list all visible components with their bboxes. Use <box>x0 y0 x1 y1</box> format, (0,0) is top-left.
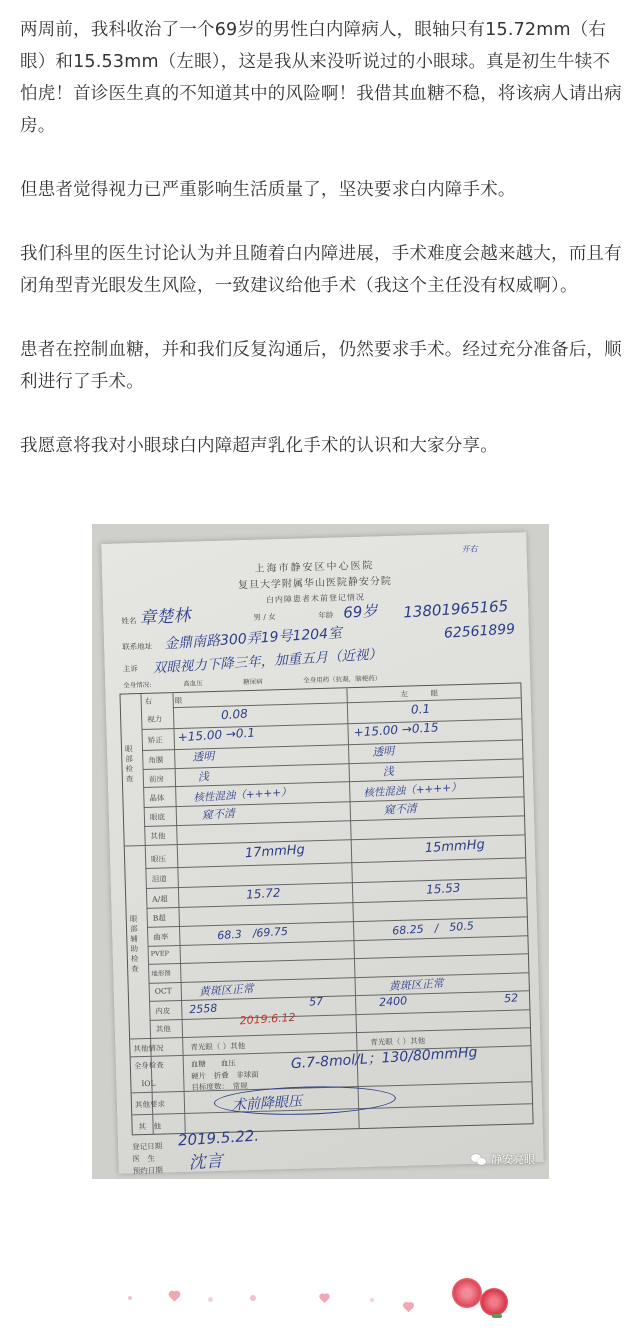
form-title: 白内障患者术前登记情况 <box>265 592 366 605</box>
hw-age: 69岁 <box>342 601 378 622</box>
row-label-systemic-exam: 全身检查 <box>133 1060 164 1071</box>
diabetes-label: 糖尿病 <box>243 677 263 687</box>
hospital-name: 上海市静安区中心医院 <box>254 560 375 575</box>
hw-reg-date: 2019.5.22. <box>177 1126 260 1150</box>
watermark-text: 静安亮眼 <box>491 1153 535 1166</box>
hw-date-red: 2019.6.12 <box>239 1010 296 1028</box>
hw-endo-right: 2558 <box>188 1001 218 1017</box>
paragraph: 但患者觉得视力已严重影响生活质量了，坚决要求白内障手术。 <box>20 180 516 200</box>
address-label: 联系地址 <box>122 641 153 652</box>
paragraph-spacer <box>20 142 626 174</box>
hw-anterior-right: 浅 <box>197 769 210 784</box>
hw-phone: 13801965165 <box>402 596 509 622</box>
row-label-vision: 视力 <box>147 714 163 724</box>
paragraph: 我们科里的医生讨论认为并且随着白内障进展，手术难度会越来越大，而且有闭角型青光眼发生风险，一致建议给他手术（我这个主任没有权威啊）。 <box>20 244 622 296</box>
hw-blood-values: G.7-8mol/L；130/80mmHg <box>290 1044 478 1073</box>
paragraph: 患者在控制血糖，并和我们反复沟通后，仍然要求手术。经过充分准备后，顺利进行了手术。 <box>20 340 622 392</box>
exam-group-label: 眼部检查 <box>124 744 134 784</box>
hw-corr-right: +15.00 →0.1 <box>177 725 256 745</box>
hw-endo-extra-left: 52 <box>503 991 519 1006</box>
right-eye-header: 右 眼 <box>144 695 183 706</box>
row-label-cornea: 角膜 <box>148 755 164 765</box>
hw-cornea-right: 透明 <box>191 749 215 764</box>
hw-va-left: 0.1 <box>410 701 431 717</box>
row-label-misc: 其 他 <box>138 1121 162 1132</box>
reg-date-label: 登记日期 <box>132 1141 163 1152</box>
paragraph: 两周前，我科收治了一个69岁的男性白内障病人，眼轴只有15.72mm（右眼）和15.53mm（左眼），这是我从来没听说过的小眼球。真是初生牛犊不怕虎！首诊医生真的不知道其中的风险啊！我借其血糖不稳，将该病人请出病房。 <box>20 20 622 136</box>
glaucoma-left-label: 青光眼（ ）其他 <box>370 1036 426 1047</box>
hw-other-requirement: 术前降眼压 <box>231 1093 303 1114</box>
hw-lens-left: 核性混浊（++++） <box>363 781 462 800</box>
row-label-other-requirements: 其他要求 <box>134 1099 166 1110</box>
paragraph: 我愿意将我对小眼球白内障超声乳化手术的认识和大家分享。 <box>20 436 498 456</box>
row-label-pvep: PVEP <box>150 949 170 958</box>
glaucoma-right-label: 青光眼（ ）其他 <box>190 1041 246 1052</box>
name-label: 姓名 <box>121 616 137 626</box>
row-label-other-conditions: 其他情况 <box>133 1043 164 1054</box>
hw-fundus-left: 窥不清 <box>383 801 418 817</box>
hw-endo-left: 2400 <box>378 994 408 1009</box>
hw-cornea-left: 透明 <box>371 744 395 759</box>
watermark <box>471 1151 535 1167</box>
paragraph-spacer <box>20 302 626 334</box>
row-label-endothelium: 内皮 <box>155 1006 171 1016</box>
doctor-label: 医 生 <box>132 1153 156 1164</box>
hw-iop-right: 17mmHg <box>244 842 306 862</box>
hypertension-label: 高血压 <box>183 679 203 688</box>
row-label-oct: OCT <box>154 986 172 996</box>
complaint-label: 主诉 <box>122 664 138 674</box>
leaf-icon <box>492 1314 502 1318</box>
decor-dot <box>208 1297 213 1302</box>
age-label: 年龄 <box>318 610 334 621</box>
hw-complaint: 双眼视力下降三年，加重五月（近视） <box>152 646 383 677</box>
heart-icon <box>320 1294 329 1303</box>
heart-icon <box>404 1303 414 1313</box>
row-label-fundus: 眼底 <box>149 812 166 822</box>
hospital-affiliation: 复旦大学附属华山医院静安分院 <box>237 575 393 592</box>
hw-endo-extra-right: 57 <box>308 994 324 1009</box>
row-label-topography: 地形图 <box>151 969 171 978</box>
row-label-a-scan: A/超 <box>152 894 168 904</box>
hw-axial-right: 15.72 <box>245 885 281 902</box>
systemic-label: 全身情况: <box>123 680 152 690</box>
hw-phone-2: 62561899 <box>443 621 516 642</box>
hw-patient-name: 章楚林 <box>138 605 192 629</box>
medical-form-photo[interactable] <box>92 524 549 1179</box>
decor-dot <box>370 1298 374 1302</box>
hw-doctor: 沈言 <box>188 1151 224 1174</box>
hw-fundus-right: 窥不清 <box>201 806 236 822</box>
hw-k-right: 68.3 /69.75 <box>216 924 289 943</box>
decor-dot <box>250 1295 256 1301</box>
hw-oct-left: 黄斑区正常 <box>388 976 445 994</box>
wechat-icon <box>471 1153 487 1166</box>
hw-anterior-left: 浅 <box>382 764 395 779</box>
flower-icon <box>480 1288 508 1316</box>
row-label-iop: 眼压 <box>150 854 167 864</box>
hw-lens-right: 核性混浊（++++） <box>193 786 292 805</box>
blood-label: 血糖 血压 <box>190 1058 236 1069</box>
row-label-lacrimal: 泪道 <box>151 874 167 884</box>
hw-k-left: 68.25 / 50.5 <box>391 919 475 938</box>
form-paper <box>101 532 543 1174</box>
hw-address: 金鼎南路300弄19号1204室 <box>163 625 343 653</box>
aux-group-label: 眼部辅助检查 <box>129 914 139 974</box>
appt-date-label: 预约日期 <box>132 1165 163 1176</box>
hw-va-right: 0.08 <box>220 706 249 723</box>
row-label-other-aux: 其他 <box>155 1024 171 1034</box>
handwritten-top-note: 开右 <box>461 543 502 554</box>
left-eye-header: 左 眼 <box>400 688 439 699</box>
row-label-lens: 晶体 <box>149 793 165 803</box>
exam-table <box>119 682 533 1135</box>
row-label-iol: IOL <box>141 1078 156 1089</box>
heart-icon <box>169 1291 179 1301</box>
flower-icon <box>452 1278 482 1308</box>
decor-dot <box>128 1296 132 1300</box>
meds-label: 全身用药（抗凝，脑梗药） <box>303 674 382 685</box>
row-label-keratometry: 曲率 <box>153 932 169 942</box>
decorative-divider <box>120 1270 530 1330</box>
row-label-correction: 矫正 <box>147 735 163 745</box>
row-label-b-scan: B超 <box>152 913 166 923</box>
iol-target-label: 目标度数： 常规 <box>191 1080 271 1092</box>
row-label-anterior: 前房 <box>148 774 164 784</box>
row-label-other: 其他 <box>150 831 166 841</box>
hw-corr-left: +15.00 →0.15 <box>353 720 439 740</box>
hw-oct-right: 黄斑区正常 <box>198 982 255 999</box>
hw-iop-left: 15mmHg <box>424 837 486 857</box>
paragraph-spacer <box>20 206 626 238</box>
iol-type-label: 硬片 折叠 非球面 <box>191 1069 259 1081</box>
hw-axial-left: 15.53 <box>425 880 461 897</box>
gender-label: 男 / 女 <box>253 612 276 622</box>
article-body <box>20 14 626 462</box>
paragraph-spacer <box>20 398 626 430</box>
